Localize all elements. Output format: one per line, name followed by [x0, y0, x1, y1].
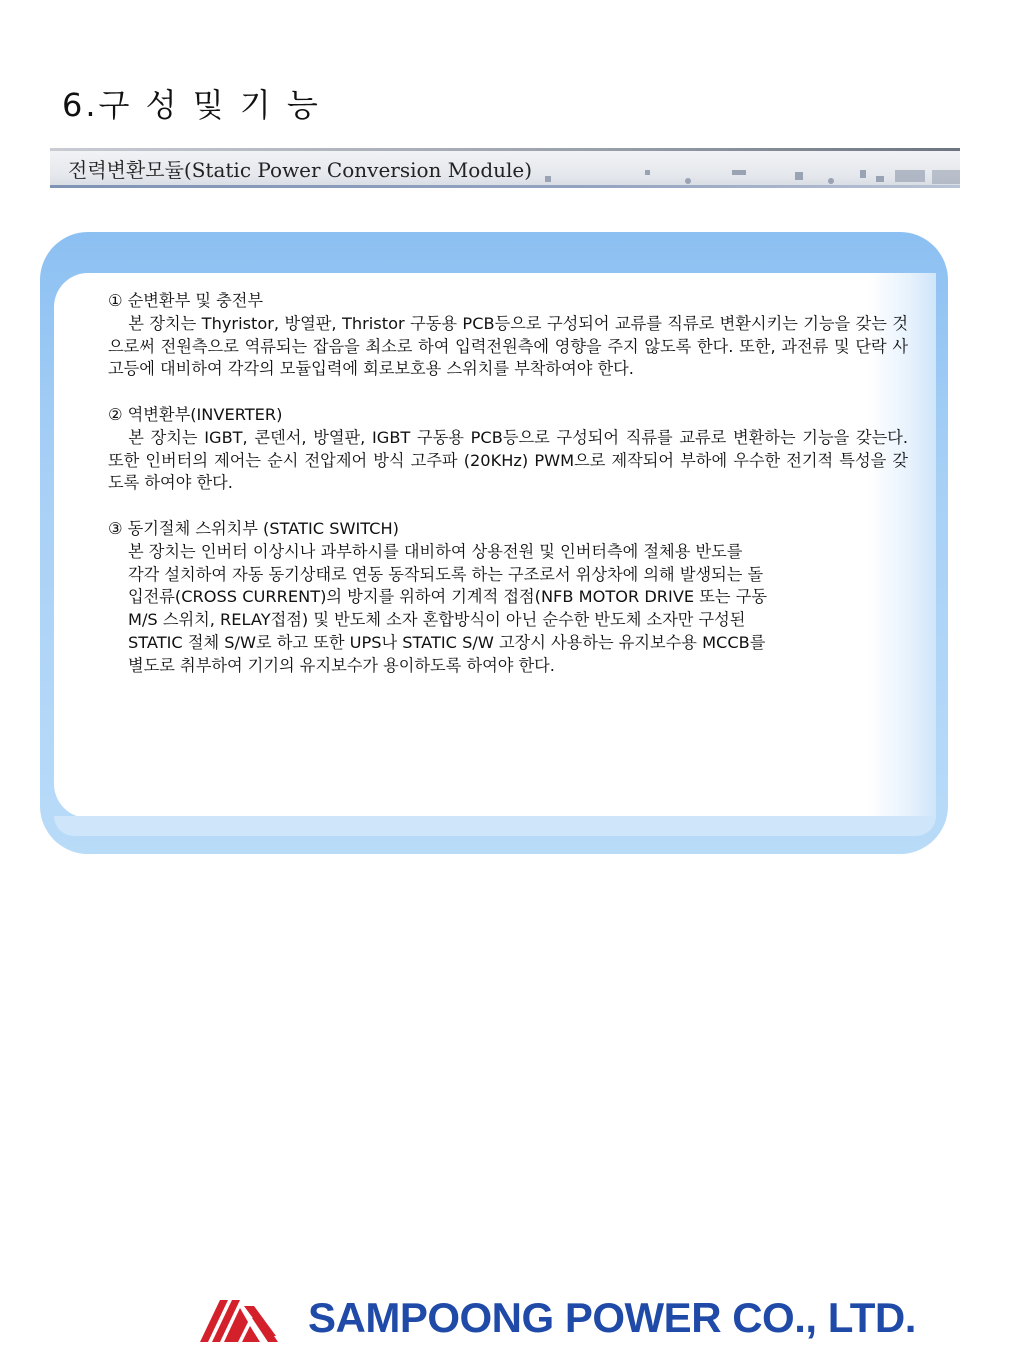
- decor-dot: [685, 178, 691, 184]
- item-body: 본 장치는 Thyristor, 방열판, Thristor 구동용 PCB등으로 구성되어 교류를 직류로 변환시키는 기능을 갖는 것 으로써 전원측으로 역류되는 잡음을 최소로 하여 입력전원측에 영향을 주지 않도록 한다. 또한, 과전류 및 단락 사고등에 대비하여 각각의 모듈입력에 회로보호용 스위치를 부착하여야 한다.: [108, 313, 908, 379]
- footer-logo: [180, 1290, 972, 1348]
- sampoong-logo-icon: [200, 1296, 280, 1342]
- decor-dot: [645, 170, 650, 175]
- page-title: 6.구 성 및 기 능: [62, 86, 321, 124]
- item-inverter: [108, 404, 908, 495]
- decor-dot: [876, 176, 884, 182]
- item-body: [108, 541, 908, 678]
- item-body: 본 장치는 IGBT, 콘덴서, 방열판, IGBT 구동용 PCB등으로 구성되어 직류를 교류로 변환하는 기능을 갖는다. 또한 인버터의 제어는 순시 전압제어 방식 고주파 (20KHz) PWM으로 제작되어 부하에 우수한 전기적 특성을 갖도록 하여야 한다.: [108, 427, 908, 493]
- section-header-bar: [50, 148, 960, 188]
- item-body-line: 각각 설치하여 자동 동기상태로 연동 동작되도록 하는 구조로서 위상차에 의해 발생되는 돌: [128, 564, 764, 584]
- item-heading: ② 역변환부(INVERTER): [108, 404, 283, 424]
- item-body-line: 본 장치는 인버터 이상시나 과부하시를 대비하여 상용전원 및 인버터측에 절체용 반도를: [128, 541, 743, 561]
- content-panel-bottom: [54, 816, 936, 836]
- item-body-line: 별도로 취부하여 기기의 유지보수가 용이하도록 하여야 한다.: [128, 655, 555, 675]
- decor-dot: [828, 178, 834, 184]
- item-body-line: M/S 스위치, RELAY접점) 및 반도체 소자 혼합방식이 아닌 순수한 반도체 소자만 구성된: [128, 610, 746, 630]
- item-rectifier: [108, 290, 908, 381]
- content-text: [108, 290, 908, 700]
- decor-dot: [895, 170, 925, 182]
- item-body-line: 입전류(CROSS CURRENT)의 방지를 위하여 기계적 접점(NFB MOTOR DRIVE 또는 구동: [128, 587, 767, 607]
- decor-dot: [795, 172, 803, 180]
- section-title: 전력변환모듈(Static Power Conversion Module): [68, 158, 533, 182]
- company-name: SAMPOONG POWER CO., LTD.: [308, 1294, 916, 1341]
- decor-dot: [860, 170, 866, 178]
- item-heading: ① 순변환부 및 충전부: [108, 291, 264, 310]
- item-heading: ③ 동기절체 스위치부 (STATIC SWITCH): [108, 518, 399, 538]
- decor-dot: [545, 176, 551, 182]
- decor-dot: [732, 170, 746, 175]
- item-static-switch: [108, 518, 908, 678]
- section-bar-bottom-line: [50, 185, 960, 188]
- section-bar-top-line: [50, 148, 960, 151]
- decor-dot: [932, 170, 960, 184]
- item-body-line: STATIC 절체 S/W로 하고 또한 UPS나 STATIC S/W 고장시 사용하는 유지보수용 MCCB를: [128, 632, 766, 652]
